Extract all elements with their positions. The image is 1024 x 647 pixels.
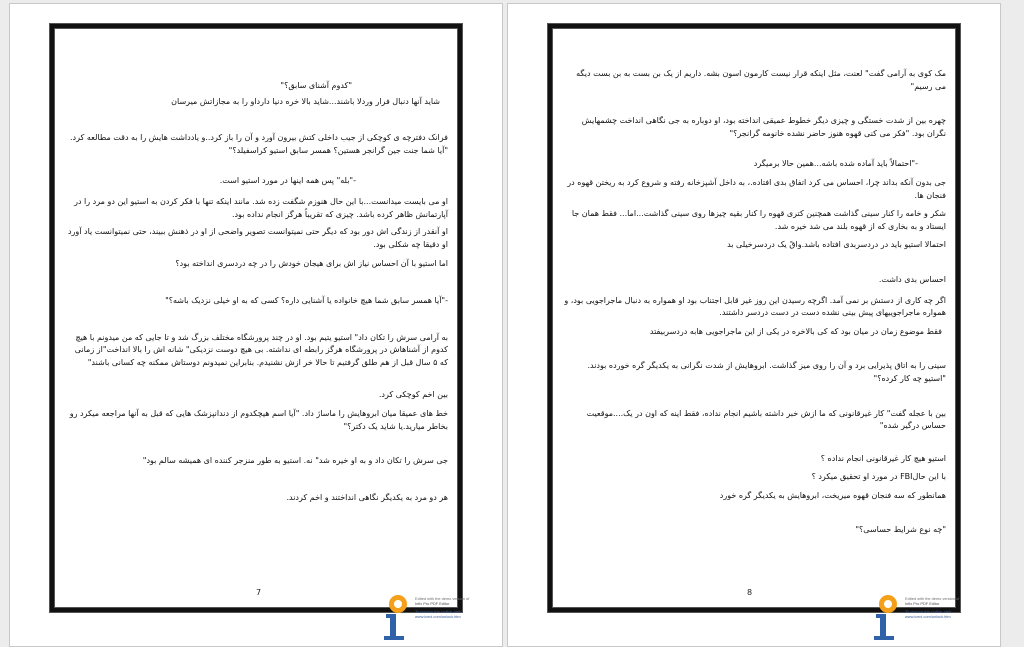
- page-body-text: [564, 68, 946, 608]
- paragraph: احساس بدی داشت.: [878, 274, 946, 284]
- paragraph: احتمالا استیو باید در دردسربدی افتاده باشد.واقً یک دردسرخیلی بد: [727, 240, 946, 250]
- paragraph: بین اخم کوچکی کرد.: [378, 390, 448, 400]
- watermark-notice: To remove this notice, visit:: [415, 609, 462, 614]
- watermark-line: Infix Pro PDF Editor: [905, 601, 940, 606]
- infix-logo-icon: [382, 594, 412, 640]
- paragraph: بین با عجله گفت" کار غیرقانونی که ما ازش خبر داشته باشیم انجام نداده، فقط اینه که اون در یک....موقعیت حساس درگیر شده": [586, 408, 946, 431]
- paragraph: "کدوم آشنای سابق؟": [280, 81, 352, 90]
- paragraph: -"بله" پس همه اینها در مورد استیو است.: [219, 176, 356, 186]
- paragraph: شاید آنها دنبال فرار وردلا باشند...شاید بالا خره دنیا دارداو را به مجازاتش میرسان: [171, 96, 440, 106]
- paragraph: شکر و خامه را کنار سینی گذاشت همچنین کتری قهوه را کنار بقیه چیزها روی سینی گذاشت...اما... فقط همان جا ایستاد و به بخاری که از قهوه بلند می شد خیره شد.: [571, 209, 946, 231]
- watermark-link[interactable]: www.iceni.com/unlock.htm: [415, 614, 461, 619]
- paragraph: جی بدون آنکه بداند چرا، احساس می کرد اتفاق بدی افتاده.، به داخل آشپزخانه رفته و شروع کرد به ریختن قهوه در فنجان ها.: [567, 177, 946, 200]
- page-number: 8: [747, 588, 753, 597]
- paragraph: جی سرش را تکان داد و به او خیره شد" نه. استیو به طور منزجر کننده ای همیشه سالم بود": [142, 456, 448, 466]
- paragraph: با این حالFBI در مورد او تحقیق میکرد ؟: [811, 472, 946, 482]
- page-body-text: [66, 80, 448, 620]
- watermark-line: Infix Pro PDF Editor: [415, 601, 450, 606]
- paragraph: "چه نوع شرایط حساسی؟": [855, 525, 946, 535]
- paragraph: خط های عمیقا میان ابروهایش را ماساژ داد. "آیا اسم هیچکدوم از دندانپزشک هایی که قبل به آنها مراجعه میکرد رو بخاطر میارید.یا شاید یک دکتر؟": [69, 408, 448, 431]
- paragraph: اگر چه کاری از دستش بر نمی آمد. اگرچه رسیدن این روز غیر قابل اجتناب بود او همواره به دنبال ماجراجویی بود، و همواره ماجراجوییهای پیش بینی نشده دست در دست دردسر داشتند.: [564, 295, 946, 318]
- watermark-link[interactable]: www.iceni.com/unlock.htm: [905, 614, 951, 619]
- page-number: 7: [256, 588, 262, 597]
- watermark-notice: To remove this notice, visit:: [905, 609, 952, 614]
- document-page-8: [507, 3, 1001, 647]
- watermark-line: Edited with the demo version of: [905, 596, 960, 601]
- paragraph: -"آیا همسر سابق شما هیچ خانواده یا آشنایی داره؟ کسی که به او خیلی نزدیک باشه؟": [165, 295, 448, 305]
- paragraph: -"احتمالاً باید آماده شده باشه...همین حالا برمیگرد: [753, 159, 918, 169]
- watermark-line: Edited with the demo version of: [415, 596, 470, 601]
- paragraph: به آرامی سرش را تکان داد" استیو یتیم بود. او در چند پرورشگاه مختلف بزرگ شد و تا جایی که من میدونم با هیچ کدوم از آشناهاش در پرورشگاه هرگز رابطه ای نداشته. بی هیچ دوست نزدیکی" شانه اش را بالا انداخت"از زمانی که ۵ سال قبل از هم طلق گرفتیم تا حالا خر ازش نشنیدم. بنابراین نمیدونم دوستاش ممکنه چه کسانی باشند": [74, 332, 448, 367]
- paragraph: چهره بین از شدت خستگی و چیزی دیگر خطوط عمیقی انداخته بود، او دوباره به جی نگاهی انداخت چشمهایش نگران بود. "فکر می کنی قهوه هنوز حاضر نشده خانومه گرانجر؟": [581, 116, 946, 138]
- paragraph: همانطور که سه فنجان قهوه میریخت، ابروهایش به یکدیگر گره خورد: [719, 490, 946, 500]
- paragraph: او می بایست میدانست...با این حال هنوزم شگفت زده شد. مانند اینکه تنها با فکر کردن به استیو این دو مرد را در آپارتمانش ظاهر کرده باشد. چیزی که تقریباً هرگز انجام نداده بود.: [74, 196, 448, 219]
- paragraph: سینی را به اتاق پذیرایی برد و آن را روی میز گذاشت. ابروهایش از شدت نگرانی به یکدیگر گره خورده بودند. "استیو چه کار کرده؟": [587, 361, 946, 383]
- document-page-7: [9, 3, 503, 647]
- demo-watermark: [872, 592, 992, 646]
- paragraph: فقط موضوع زمان در میان بود که کی بالاخره در یکی از این ماجراجویی هابه دردسربیفتد: [649, 326, 942, 336]
- paragraph: هر دو مرد به یکدیگر نگاهی انداختند و اخم کردند.: [286, 492, 448, 502]
- infix-logo-icon: [872, 594, 902, 640]
- paragraph: فرانک دفترچه ی کوچکی از جیب داخلی کتش بیرون آورد و آن را باز کرد..و یادداشت هایش را به دقت مطالعه کرد. "آیا شما جنت جین گرانجر هستین؟ همسر سابق استیو کراسفیلد؟": [69, 133, 448, 155]
- paragraph: مک کوی به آرامی گفت" لعنت، مثل اینکه قرار نیست کارمون اسون بشه. داریم از یک بن بست به بن بست دیگه می رسیم": [576, 69, 946, 91]
- paragraph: استیو هیچ کار غیرقانونی انجام نداده ؟: [820, 453, 946, 463]
- paragraph: اما استیو با آن احساس نیاز اش برای هیجان خودش را در چه دردسری انداخته بود؟: [175, 259, 448, 269]
- paragraph: او آنقدر از زندگی اش دور بود که دیگر حتی نمیتوانست تصویر واضحی از او در ذهنش ببیند، حتی نمیتوانست یاد آورد او دقیقا چه شکلی بود.: [67, 227, 448, 249]
- demo-watermark: [382, 592, 502, 646]
